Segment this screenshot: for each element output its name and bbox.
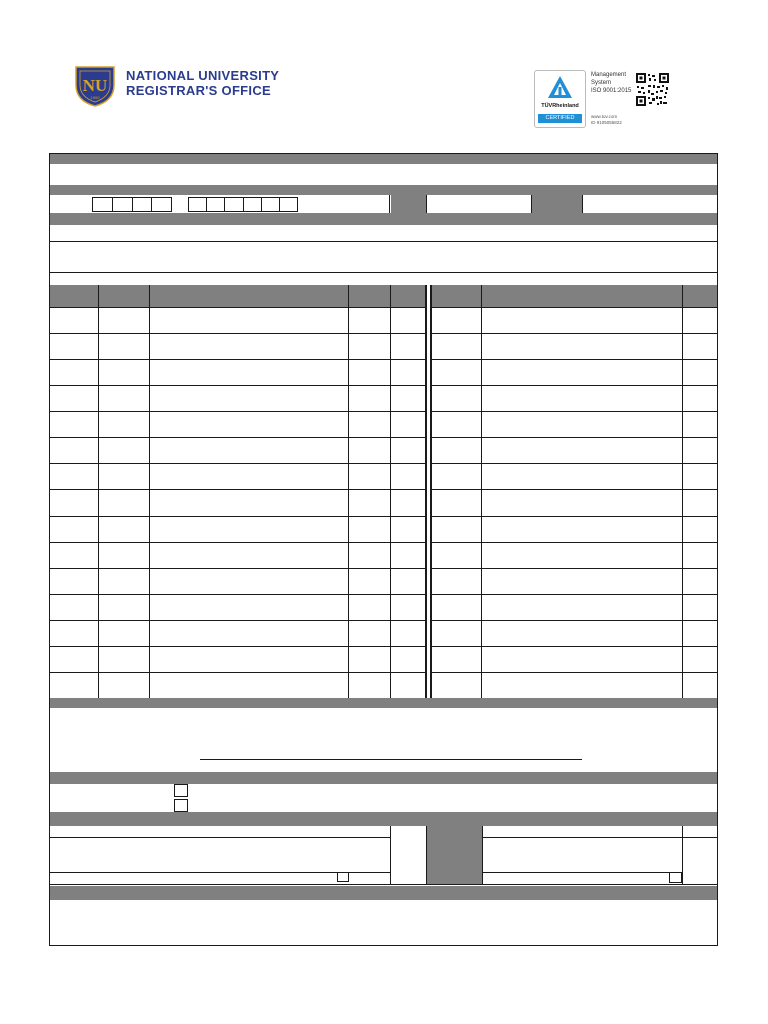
table-row[interactable] bbox=[50, 568, 717, 594]
column-divider bbox=[481, 285, 482, 698]
section-header-options bbox=[50, 772, 717, 784]
table-row[interactable] bbox=[50, 489, 717, 515]
certified-label: CERTIFIED bbox=[538, 114, 582, 123]
field-label-block-2 bbox=[532, 195, 582, 213]
university-seal-icon bbox=[72, 63, 118, 107]
rule bbox=[50, 837, 390, 838]
certification-mark-name: TÜVRheinland bbox=[541, 103, 579, 109]
rule bbox=[482, 826, 483, 884]
cert-standard: ISO 9001:2015 bbox=[591, 88, 632, 94]
student-number-part1[interactable] bbox=[92, 197, 172, 210]
table-row[interactable] bbox=[50, 542, 717, 568]
signature-line bbox=[200, 759, 582, 760]
rule bbox=[50, 272, 717, 273]
table-row[interactable] bbox=[50, 672, 717, 698]
digit-box[interactable] bbox=[151, 197, 172, 212]
table-row[interactable] bbox=[50, 333, 717, 359]
field-label-block-1 bbox=[391, 195, 426, 213]
form-title-area bbox=[50, 164, 717, 185]
table-row[interactable] bbox=[50, 437, 717, 463]
table-row[interactable] bbox=[50, 516, 717, 542]
digit-box[interactable] bbox=[188, 197, 207, 212]
digit-box[interactable] bbox=[243, 197, 262, 212]
course-table bbox=[50, 285, 717, 698]
approval-checkbox-left[interactable] bbox=[337, 872, 349, 882]
student-number-part2[interactable] bbox=[188, 197, 298, 210]
section-header-remarks bbox=[50, 698, 717, 708]
digit-box[interactable] bbox=[224, 197, 243, 212]
option-checkbox-2[interactable] bbox=[174, 799, 188, 812]
approval-checkbox-right[interactable] bbox=[669, 872, 682, 883]
rule bbox=[482, 872, 682, 873]
digit-box[interactable] bbox=[206, 197, 225, 212]
column-divider bbox=[682, 285, 683, 698]
digit-box[interactable] bbox=[92, 197, 113, 212]
table-row[interactable] bbox=[50, 411, 717, 437]
rule bbox=[683, 837, 717, 838]
approval-center-block bbox=[427, 826, 482, 884]
column-divider bbox=[149, 285, 150, 698]
digit-box[interactable] bbox=[112, 197, 133, 212]
section-header-top bbox=[50, 154, 717, 164]
institution-name: NATIONAL UNIVERSITY bbox=[126, 68, 280, 83]
rule bbox=[682, 826, 683, 884]
section-header-final bbox=[50, 886, 717, 900]
table-row[interactable] bbox=[50, 385, 717, 411]
certification-badge bbox=[534, 70, 586, 128]
column-divider bbox=[98, 285, 99, 698]
table-half-separator bbox=[426, 285, 431, 698]
seal-monogram: NU bbox=[82, 76, 108, 95]
section-header-name bbox=[50, 213, 717, 225]
tuv-triangle-icon bbox=[547, 75, 573, 99]
table-row[interactable] bbox=[50, 620, 717, 646]
cert-id: ID 9105056822 bbox=[591, 120, 622, 125]
column-divider bbox=[390, 285, 391, 698]
table-row[interactable] bbox=[50, 646, 717, 672]
table-header bbox=[50, 285, 717, 307]
student-name-field[interactable] bbox=[50, 242, 717, 272]
table-row[interactable] bbox=[50, 594, 717, 620]
digit-box[interactable] bbox=[279, 197, 298, 212]
office-name: REGISTRAR'S OFFICE bbox=[126, 83, 271, 98]
program-field[interactable] bbox=[426, 195, 532, 213]
cert-system-line1: Management bbox=[591, 72, 627, 78]
rule bbox=[50, 884, 717, 885]
section-header-approval bbox=[50, 812, 717, 826]
digit-box[interactable] bbox=[132, 197, 153, 212]
student-info-row bbox=[50, 195, 717, 213]
student-info-divider bbox=[340, 195, 390, 213]
table-row[interactable] bbox=[50, 463, 717, 489]
table-body bbox=[50, 307, 717, 698]
cert-system-line2: System bbox=[591, 80, 612, 86]
table-row[interactable] bbox=[50, 307, 717, 333]
table-row[interactable] bbox=[50, 359, 717, 385]
column-divider bbox=[431, 285, 432, 698]
option-checkbox-1[interactable] bbox=[174, 784, 188, 797]
cert-website: www.tuv.com bbox=[591, 114, 618, 119]
year-level-field[interactable] bbox=[582, 195, 717, 213]
rule bbox=[482, 837, 682, 838]
approval-left-col bbox=[390, 826, 391, 884]
digit-box[interactable] bbox=[261, 197, 280, 212]
final-notes-area[interactable] bbox=[50, 900, 717, 945]
column-divider bbox=[348, 285, 349, 698]
seal-year: 1900 bbox=[90, 95, 100, 100]
qr-code-icon bbox=[636, 73, 669, 106]
section-header-student-info bbox=[50, 185, 717, 195]
remarks-area[interactable] bbox=[50, 708, 717, 772]
